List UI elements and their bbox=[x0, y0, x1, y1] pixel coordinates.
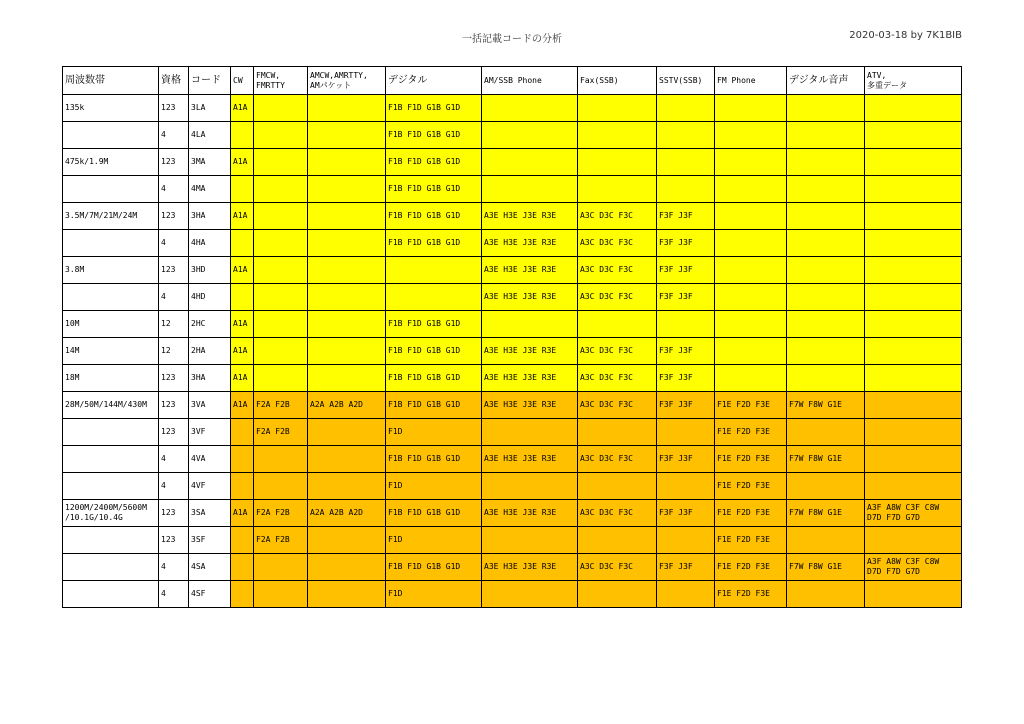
cell-band bbox=[63, 554, 159, 581]
cell-fm: F1E F2D F3E bbox=[715, 392, 787, 419]
cell-qual: 4 bbox=[159, 284, 189, 311]
cell-sstv: F3F J3F bbox=[657, 257, 715, 284]
cell-dv: F7W F8W G1E bbox=[787, 554, 865, 581]
cell-digital bbox=[386, 284, 482, 311]
cell-cw: A1A bbox=[231, 203, 254, 230]
cell-am: A3E H3E J3E R3E bbox=[482, 392, 578, 419]
cell-sstv bbox=[657, 122, 715, 149]
table-row bbox=[63, 122, 962, 149]
cell-band bbox=[63, 122, 159, 149]
cell-qual: 123 bbox=[159, 149, 189, 176]
cell-code: 3HA bbox=[189, 203, 231, 230]
cell-digital: F1D bbox=[386, 419, 482, 446]
cell-band: 28M/50M/144M/430M bbox=[63, 392, 159, 419]
cell-band: 475k/1.9M bbox=[63, 149, 159, 176]
cell-band: 3.5M/7M/21M/24M bbox=[63, 203, 159, 230]
cell-fax: A3C D3C F3C bbox=[578, 338, 657, 365]
cell-atv bbox=[865, 338, 962, 365]
cell-fm bbox=[715, 257, 787, 284]
table-row bbox=[63, 581, 962, 608]
cell-fm: F1E F2D F3E bbox=[715, 473, 787, 500]
cell-fmcw bbox=[254, 203, 308, 230]
cell-sstv: F3F J3F bbox=[657, 230, 715, 257]
cell-band: 3.8M bbox=[63, 257, 159, 284]
cell-amcw bbox=[308, 338, 386, 365]
cell-cw: A1A bbox=[231, 338, 254, 365]
cell-am bbox=[482, 581, 578, 608]
cell-sstv bbox=[657, 176, 715, 203]
cell-fax bbox=[578, 149, 657, 176]
cell-fax: A3C D3C F3C bbox=[578, 554, 657, 581]
cell-sstv bbox=[657, 527, 715, 554]
cell-dv bbox=[787, 149, 865, 176]
cell-dv bbox=[787, 338, 865, 365]
cell-am: A3E H3E J3E R3E bbox=[482, 338, 578, 365]
cell-code: 4LA bbox=[189, 122, 231, 149]
cell-fax: A3C D3C F3C bbox=[578, 500, 657, 527]
cell-sstv: F3F J3F bbox=[657, 203, 715, 230]
cell-cw: A1A bbox=[231, 365, 254, 392]
column-header-sstv: SSTV(SSB) bbox=[657, 67, 715, 95]
cell-atv bbox=[865, 581, 962, 608]
cell-cw: A1A bbox=[231, 392, 254, 419]
cell-fm: F1E F2D F3E bbox=[715, 581, 787, 608]
cell-qual: 4 bbox=[159, 176, 189, 203]
cell-fmcw bbox=[254, 446, 308, 473]
cell-atv bbox=[865, 446, 962, 473]
cell-code: 4HA bbox=[189, 230, 231, 257]
cell-sstv: F3F J3F bbox=[657, 500, 715, 527]
cell-digital: F1B F1D G1B G1D bbox=[386, 500, 482, 527]
cell-qual: 4 bbox=[159, 581, 189, 608]
cell-dv bbox=[787, 365, 865, 392]
table-row bbox=[63, 446, 962, 473]
cell-fm bbox=[715, 122, 787, 149]
cell-cw: A1A bbox=[231, 95, 254, 122]
cell-amcw bbox=[308, 311, 386, 338]
cell-cw: A1A bbox=[231, 257, 254, 284]
cell-dv bbox=[787, 257, 865, 284]
column-header-atv: ATV, 多重データ bbox=[865, 67, 962, 95]
cell-fmcw bbox=[254, 581, 308, 608]
cell-fax: A3C D3C F3C bbox=[578, 365, 657, 392]
cell-cw bbox=[231, 419, 254, 446]
column-header-fax: Fax(SSB) bbox=[578, 67, 657, 95]
cell-dv: F7W F8W G1E bbox=[787, 392, 865, 419]
cell-dv bbox=[787, 311, 865, 338]
column-header-dv: デジタル音声 bbox=[787, 67, 865, 95]
table-row bbox=[63, 284, 962, 311]
column-header-cw: CW bbox=[231, 67, 254, 95]
cell-dv bbox=[787, 230, 865, 257]
cell-digital: F1D bbox=[386, 527, 482, 554]
cell-digital: F1B F1D G1B G1D bbox=[386, 95, 482, 122]
cell-code: 3SF bbox=[189, 527, 231, 554]
cell-fax: A3C D3C F3C bbox=[578, 284, 657, 311]
table-row bbox=[63, 230, 962, 257]
cell-fm: F1E F2D F3E bbox=[715, 554, 787, 581]
cell-qual: 12 bbox=[159, 311, 189, 338]
cell-atv bbox=[865, 311, 962, 338]
cell-amcw bbox=[308, 554, 386, 581]
cell-fmcw bbox=[254, 122, 308, 149]
cell-code: 3VA bbox=[189, 392, 231, 419]
cell-band: 18M bbox=[63, 365, 159, 392]
cell-fm bbox=[715, 338, 787, 365]
cell-am: A3E H3E J3E R3E bbox=[482, 203, 578, 230]
column-header-digital: デジタル bbox=[386, 67, 482, 95]
cell-fm bbox=[715, 95, 787, 122]
cell-digital: F1B F1D G1B G1D bbox=[386, 392, 482, 419]
cell-band bbox=[63, 581, 159, 608]
cell-band: 10M bbox=[63, 311, 159, 338]
cell-dv bbox=[787, 176, 865, 203]
cell-amcw bbox=[308, 581, 386, 608]
cell-code: 4VA bbox=[189, 446, 231, 473]
cell-fm: F1E F2D F3E bbox=[715, 446, 787, 473]
cell-fm bbox=[715, 203, 787, 230]
cell-fax bbox=[578, 311, 657, 338]
cell-qual: 4 bbox=[159, 473, 189, 500]
cell-amcw bbox=[308, 149, 386, 176]
cell-qual: 123 bbox=[159, 527, 189, 554]
cell-am: A3E H3E J3E R3E bbox=[482, 365, 578, 392]
cell-amcw: A2A A2B A2D bbox=[308, 500, 386, 527]
cell-cw: A1A bbox=[231, 500, 254, 527]
cell-amcw: A2A A2B A2D bbox=[308, 392, 386, 419]
cell-dv: F7W F8W G1E bbox=[787, 446, 865, 473]
cell-digital: F1B F1D G1B G1D bbox=[386, 149, 482, 176]
cell-sstv bbox=[657, 95, 715, 122]
cell-fmcw bbox=[254, 365, 308, 392]
cell-qual: 123 bbox=[159, 500, 189, 527]
cell-dv bbox=[787, 122, 865, 149]
cell-fm bbox=[715, 230, 787, 257]
table-row bbox=[63, 500, 962, 527]
page-meta: 2020-03-18 by 7K1BIB bbox=[849, 30, 962, 41]
table-row bbox=[63, 392, 962, 419]
cell-qual: 4 bbox=[159, 554, 189, 581]
cell-code: 3VF bbox=[189, 419, 231, 446]
cell-fm bbox=[715, 176, 787, 203]
cell-amcw bbox=[308, 257, 386, 284]
cell-am bbox=[482, 527, 578, 554]
cell-digital: F1B F1D G1B G1D bbox=[386, 311, 482, 338]
cell-sstv bbox=[657, 149, 715, 176]
column-header-band: 周波数帯 bbox=[63, 67, 159, 95]
cell-am: A3E H3E J3E R3E bbox=[482, 257, 578, 284]
cell-fm: F1E F2D F3E bbox=[715, 419, 787, 446]
cell-amcw bbox=[308, 95, 386, 122]
cell-fax: A3C D3C F3C bbox=[578, 230, 657, 257]
table-row bbox=[63, 473, 962, 500]
table-row bbox=[63, 203, 962, 230]
cell-fmcw bbox=[254, 554, 308, 581]
cell-amcw bbox=[308, 527, 386, 554]
cell-am bbox=[482, 311, 578, 338]
cell-digital: F1B F1D G1B G1D bbox=[386, 554, 482, 581]
cell-amcw bbox=[308, 284, 386, 311]
cell-digital: F1B F1D G1B G1D bbox=[386, 176, 482, 203]
cell-fax bbox=[578, 473, 657, 500]
cell-sstv: F3F J3F bbox=[657, 446, 715, 473]
cell-sstv bbox=[657, 473, 715, 500]
cell-am: A3E H3E J3E R3E bbox=[482, 284, 578, 311]
cell-qual: 123 bbox=[159, 95, 189, 122]
cell-sstv: F3F J3F bbox=[657, 365, 715, 392]
cell-amcw bbox=[308, 122, 386, 149]
cell-cw bbox=[231, 284, 254, 311]
column-header-qual: 資格 bbox=[159, 67, 189, 95]
cell-fmcw: F2A F2B bbox=[254, 392, 308, 419]
cell-fmcw: F2A F2B bbox=[254, 527, 308, 554]
cell-sstv bbox=[657, 311, 715, 338]
column-header-amcw: AMCW,AMRTTY, AMパケット bbox=[308, 67, 386, 95]
cell-digital: F1B F1D G1B G1D bbox=[386, 203, 482, 230]
cell-fmcw bbox=[254, 149, 308, 176]
cell-code: 2HA bbox=[189, 338, 231, 365]
cell-band: 135k bbox=[63, 95, 159, 122]
cell-code: 3LA bbox=[189, 95, 231, 122]
cell-cw bbox=[231, 122, 254, 149]
cell-fmcw bbox=[254, 338, 308, 365]
cell-am bbox=[482, 419, 578, 446]
cell-digital: F1B F1D G1B G1D bbox=[386, 122, 482, 149]
cell-atv bbox=[865, 284, 962, 311]
cell-fax bbox=[578, 419, 657, 446]
cell-qual: 4 bbox=[159, 230, 189, 257]
cell-dv bbox=[787, 95, 865, 122]
cell-fax bbox=[578, 581, 657, 608]
cell-band bbox=[63, 230, 159, 257]
cell-digital: F1B F1D G1B G1D bbox=[386, 230, 482, 257]
cell-digital: F1D bbox=[386, 473, 482, 500]
cell-digital: F1B F1D G1B G1D bbox=[386, 365, 482, 392]
cell-qual: 123 bbox=[159, 203, 189, 230]
cell-cw: A1A bbox=[231, 311, 254, 338]
column-header-am: AM/SSB Phone bbox=[482, 67, 578, 95]
cell-band bbox=[63, 419, 159, 446]
cell-amcw bbox=[308, 419, 386, 446]
cell-code: 4HD bbox=[189, 284, 231, 311]
cell-atv: A3F A8W C3F C8W D7D F7D G7D bbox=[865, 500, 962, 527]
cell-cw bbox=[231, 554, 254, 581]
cell-am: A3E H3E J3E R3E bbox=[482, 500, 578, 527]
cell-am: A3E H3E J3E R3E bbox=[482, 446, 578, 473]
cell-am bbox=[482, 122, 578, 149]
cell-band bbox=[63, 473, 159, 500]
cell-atv bbox=[865, 176, 962, 203]
cell-qual: 123 bbox=[159, 365, 189, 392]
cell-cw bbox=[231, 473, 254, 500]
cell-fm bbox=[715, 311, 787, 338]
cell-am bbox=[482, 473, 578, 500]
cell-cw: A1A bbox=[231, 149, 254, 176]
cell-dv bbox=[787, 419, 865, 446]
cell-fmcw bbox=[254, 95, 308, 122]
cell-band: 14M bbox=[63, 338, 159, 365]
cell-atv bbox=[865, 122, 962, 149]
cell-qual: 4 bbox=[159, 122, 189, 149]
cell-fm bbox=[715, 284, 787, 311]
cell-fmcw: F2A F2B bbox=[254, 419, 308, 446]
cell-atv bbox=[865, 230, 962, 257]
cell-am bbox=[482, 95, 578, 122]
table-row bbox=[63, 95, 962, 122]
cell-atv bbox=[865, 95, 962, 122]
cell-band bbox=[63, 284, 159, 311]
cell-am bbox=[482, 176, 578, 203]
cell-band bbox=[63, 527, 159, 554]
cell-fmcw bbox=[254, 176, 308, 203]
cell-dv bbox=[787, 473, 865, 500]
cell-amcw bbox=[308, 473, 386, 500]
cell-code: 4MA bbox=[189, 176, 231, 203]
cell-fax: A3C D3C F3C bbox=[578, 392, 657, 419]
cell-digital: F1B F1D G1B G1D bbox=[386, 338, 482, 365]
cell-atv bbox=[865, 527, 962, 554]
table-row bbox=[63, 257, 962, 284]
cell-band bbox=[63, 176, 159, 203]
cell-atv bbox=[865, 473, 962, 500]
cell-sstv bbox=[657, 419, 715, 446]
cell-digital bbox=[386, 257, 482, 284]
cell-amcw bbox=[308, 203, 386, 230]
cell-atv bbox=[865, 203, 962, 230]
cell-cw bbox=[231, 176, 254, 203]
cell-amcw bbox=[308, 230, 386, 257]
cell-fax: A3C D3C F3C bbox=[578, 257, 657, 284]
cell-dv: F7W F8W G1E bbox=[787, 500, 865, 527]
cell-band: 1200M/2400M/5600M /10.1G/10.4G bbox=[63, 500, 159, 527]
cell-digital: F1B F1D G1B G1D bbox=[386, 446, 482, 473]
cell-atv bbox=[865, 365, 962, 392]
cell-atv bbox=[865, 149, 962, 176]
cell-sstv: F3F J3F bbox=[657, 392, 715, 419]
cell-fmcw bbox=[254, 284, 308, 311]
cell-cw bbox=[231, 446, 254, 473]
cell-atv bbox=[865, 392, 962, 419]
cell-sstv: F3F J3F bbox=[657, 338, 715, 365]
cell-fm: F1E F2D F3E bbox=[715, 527, 787, 554]
emission-code-table bbox=[62, 66, 962, 608]
table-row bbox=[63, 338, 962, 365]
cell-fax bbox=[578, 527, 657, 554]
table-row bbox=[63, 365, 962, 392]
table-row bbox=[63, 176, 962, 203]
cell-fax: A3C D3C F3C bbox=[578, 446, 657, 473]
table-row bbox=[63, 419, 962, 446]
cell-fmcw bbox=[254, 311, 308, 338]
cell-code: 4VF bbox=[189, 473, 231, 500]
cell-dv bbox=[787, 581, 865, 608]
cell-band bbox=[63, 446, 159, 473]
cell-am: A3E H3E J3E R3E bbox=[482, 230, 578, 257]
cell-sstv bbox=[657, 581, 715, 608]
cell-code: 4SA bbox=[189, 554, 231, 581]
cell-atv: A3F A8W C3F C8W D7D F7D G7D bbox=[865, 554, 962, 581]
cell-atv bbox=[865, 419, 962, 446]
cell-qual: 123 bbox=[159, 257, 189, 284]
cell-qual: 4 bbox=[159, 446, 189, 473]
cell-digital: F1D bbox=[386, 581, 482, 608]
header-row bbox=[63, 67, 962, 95]
cell-qual: 123 bbox=[159, 419, 189, 446]
cell-dv bbox=[787, 284, 865, 311]
cell-am bbox=[482, 149, 578, 176]
cell-dv bbox=[787, 527, 865, 554]
cell-fm bbox=[715, 365, 787, 392]
cell-qual: 12 bbox=[159, 338, 189, 365]
column-header-fmcw: FMCW, FMRTTY bbox=[254, 67, 308, 95]
cell-amcw bbox=[308, 176, 386, 203]
cell-code: 2HC bbox=[189, 311, 231, 338]
cell-sstv: F3F J3F bbox=[657, 554, 715, 581]
cell-fm: F1E F2D F3E bbox=[715, 500, 787, 527]
cell-cw bbox=[231, 581, 254, 608]
cell-code: 3SA bbox=[189, 500, 231, 527]
cell-fax bbox=[578, 95, 657, 122]
cell-fmcw bbox=[254, 473, 308, 500]
cell-fm bbox=[715, 149, 787, 176]
cell-fax: A3C D3C F3C bbox=[578, 203, 657, 230]
cell-fmcw: F2A F2B bbox=[254, 500, 308, 527]
cell-amcw bbox=[308, 446, 386, 473]
cell-atv bbox=[865, 257, 962, 284]
cell-sstv: F3F J3F bbox=[657, 284, 715, 311]
cell-code: 3HD bbox=[189, 257, 231, 284]
cell-fmcw bbox=[254, 257, 308, 284]
cell-code: 3HA bbox=[189, 365, 231, 392]
cell-fax bbox=[578, 176, 657, 203]
cell-amcw bbox=[308, 365, 386, 392]
cell-code: 3MA bbox=[189, 149, 231, 176]
column-header-code: コード bbox=[189, 67, 231, 95]
column-header-fm: FM Phone bbox=[715, 67, 787, 95]
cell-fax bbox=[578, 122, 657, 149]
table-row bbox=[63, 527, 962, 554]
cell-code: 4SF bbox=[189, 581, 231, 608]
cell-fmcw bbox=[254, 230, 308, 257]
table-row bbox=[63, 149, 962, 176]
cell-qual: 123 bbox=[159, 392, 189, 419]
page-title: 一括記載コードの分析 bbox=[462, 34, 562, 45]
cell-cw bbox=[231, 527, 254, 554]
table-row bbox=[63, 311, 962, 338]
table-row bbox=[63, 554, 962, 581]
cell-cw bbox=[231, 230, 254, 257]
cell-am: A3E H3E J3E R3E bbox=[482, 554, 578, 581]
cell-dv bbox=[787, 203, 865, 230]
